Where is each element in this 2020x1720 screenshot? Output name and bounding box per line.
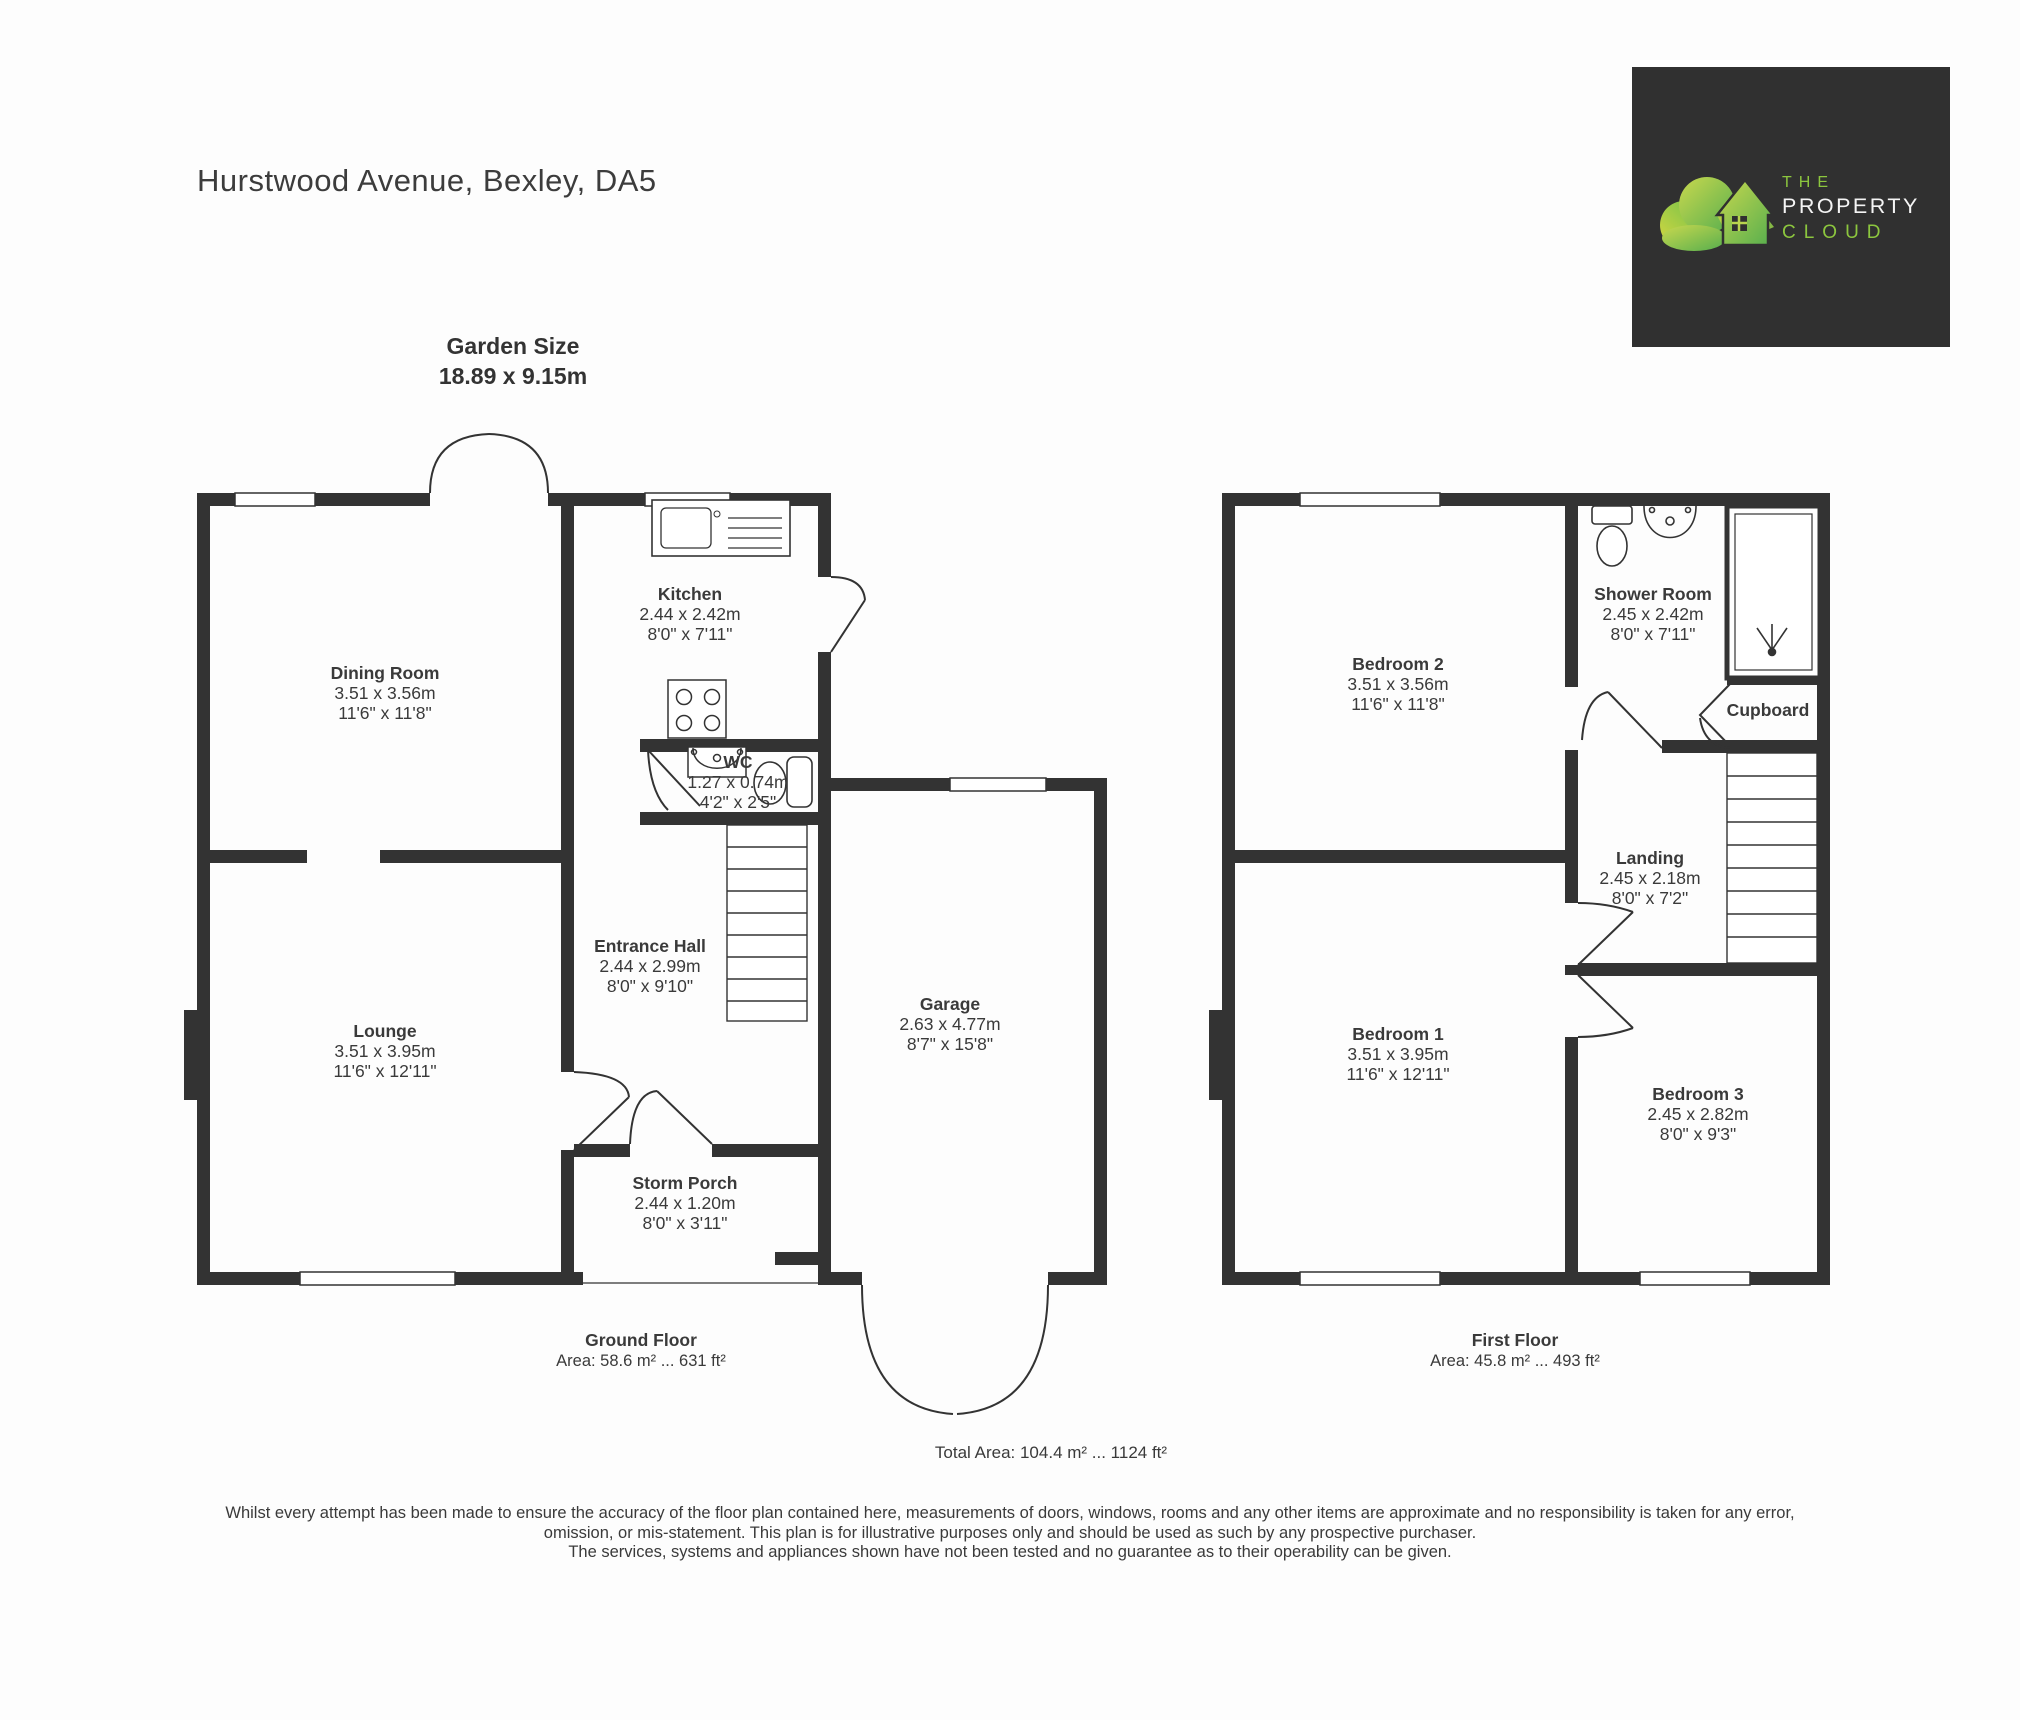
shower-cubicle-icon xyxy=(1727,506,1820,678)
window xyxy=(300,1272,455,1285)
logo-text xyxy=(1782,175,1920,242)
french-door-arc xyxy=(430,434,489,493)
room-label-shower-room: Shower Room 2.45 x 2.42m 8'0" x 7'11" xyxy=(1594,584,1712,644)
disclaimer-line2: omission, or mis-statement. This plan is for illustrative purposes only and should be used as such by any prospective purchaser. xyxy=(543,1523,1477,1542)
window xyxy=(1300,1272,1440,1285)
room-label-entrance-hall: Entrance Hall 2.44 x 2.99m 8'0" x 9'10" xyxy=(594,936,706,996)
garden-size-note xyxy=(439,331,587,391)
logo-line-cloud: CLOUD xyxy=(1782,221,1889,243)
room-label-bedroom2: Bedroom 2 3.51 x 3.56m 11'6" x 11'8" xyxy=(1347,654,1449,714)
disclaimer xyxy=(0,1504,2020,1563)
room-label-kitchen: Kitchen 2.44 x 2.42m 8'0" x 7'11" xyxy=(639,584,741,644)
first-floor-caption: First Floor Area: 45.8 m² ... 493 ft² xyxy=(1430,1330,1600,1370)
kitchen-side-door-arc xyxy=(831,577,865,652)
room-label-cupboard: Cupboard xyxy=(1726,700,1810,720)
room-label-landing: Landing 2.45 x 2.18m 8'0" x 7'2" xyxy=(1599,848,1701,908)
ground-floor-caption: Ground Floor Area: 58.6 m² ... 631 ft² xyxy=(556,1330,726,1370)
stairs xyxy=(727,825,807,1021)
room-label-wc: WC 1.27 x 0.74m 4'2" x 2'5" xyxy=(687,752,789,812)
toilet-icon xyxy=(1592,506,1632,566)
house-window-icon xyxy=(1732,216,1747,231)
stairs xyxy=(1727,753,1817,963)
room-label-bedroom3: Bedroom 3 2.45 x 2.82m 8'0" x 9'3" xyxy=(1647,1084,1749,1144)
lounge-door-arc xyxy=(574,1072,629,1150)
shower-room-door-arc xyxy=(1582,692,1662,748)
window xyxy=(235,493,315,506)
room-label-garage: Garage 2.63 x 4.77m 8'7" x 15'8" xyxy=(899,994,1001,1054)
porch-step-wall xyxy=(775,1252,831,1265)
logo-line-the: THE xyxy=(1782,174,1835,191)
garden-size-label: Garden Size xyxy=(446,333,580,359)
front-door-arc xyxy=(630,1091,712,1144)
room-label-storm-porch: Storm Porch 2.44 x 1.20m 8'0" x 3'11" xyxy=(632,1173,738,1233)
room-label-dining: Dining Room 3.51 x 3.56m 11'6" x 11'8" xyxy=(330,663,440,723)
property-cloud-logo xyxy=(1632,67,1950,347)
bedroom1-door-arc xyxy=(1578,903,1633,965)
french-door-arc xyxy=(489,434,548,493)
window xyxy=(950,778,1046,791)
chimney-breast xyxy=(1209,1010,1222,1100)
total-area: Total Area: 104.4 m² ... 1124 ft² xyxy=(934,1443,1168,1462)
hob-icon xyxy=(668,680,726,738)
room-label-lounge: Lounge 3.51 x 3.95m 11'6" x 12'11" xyxy=(333,1021,437,1081)
cupboard-door xyxy=(1700,684,1730,748)
page-title: Hurstwood Avenue, Bexley, DA5 xyxy=(197,163,657,198)
bedroom3-door-arc xyxy=(1578,975,1633,1037)
logo-line-property: PROPERTY xyxy=(1782,194,1920,218)
garage-door-arcs xyxy=(862,1285,1048,1414)
chimney-breast xyxy=(184,1010,197,1100)
window xyxy=(1640,1272,1750,1285)
room-label-bedroom1: Bedroom 1 3.51 x 3.95m 11'6" x 12'11" xyxy=(1346,1024,1450,1084)
window xyxy=(1300,493,1440,506)
disclaimer-line1: Whilst every attempt has been made to ensure the accuracy of the floor plan contained here, measurements of doors, windows, rooms and any other items are approximate and no responsibility is taken for any error, xyxy=(225,1504,1795,1522)
disclaimer-line3: The services, systems and appliances shown have not been tested and no guarantee as to their operability can be given. xyxy=(568,1543,1452,1561)
kitchen-sink-icon xyxy=(652,500,790,556)
basin-icon xyxy=(1644,506,1696,538)
garden-size-value: 18.89 x 9.15m xyxy=(438,363,588,389)
